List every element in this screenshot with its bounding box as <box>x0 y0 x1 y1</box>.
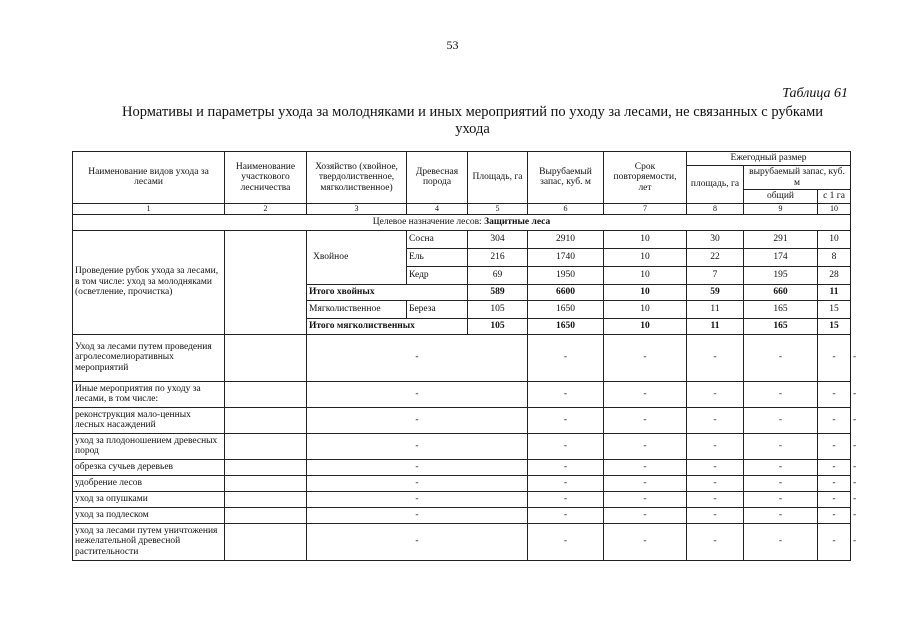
value-cell: 1740 <box>528 248 604 266</box>
value-cell: 11 <box>687 300 744 318</box>
economy-softwood: Мягколиственное <box>307 300 407 318</box>
dash-cell: - <box>744 334 818 381</box>
header-annual-area: площадь, га <box>687 166 744 204</box>
dash-cell: - <box>744 381 818 407</box>
forestry-empty-cell <box>225 230 307 334</box>
column-number: 2 <box>225 203 307 214</box>
value-cell: 10 <box>604 248 687 266</box>
title-line-1: Нормативы и параметры ухода за молодняками и иных мероприятий по уходу за лесами, не связанных с рубками <box>121 104 824 120</box>
total-value: 11 <box>687 318 744 334</box>
forestry-empty-cell <box>225 523 307 560</box>
total-value: 59 <box>687 284 744 300</box>
forestry-empty-cell <box>225 381 307 407</box>
purpose-prefix: Целевое назначение лесов: <box>372 216 485 227</box>
total-value: 165 <box>744 318 818 334</box>
header-annual-volume: вырубаемый запас, куб. м <box>744 166 851 190</box>
dash-cell: - <box>818 459 851 475</box>
value-cell: 165 <box>744 300 818 318</box>
dash-cell: - <box>818 475 851 491</box>
column-number-row <box>73 203 851 214</box>
species-cell: Сосна <box>407 230 468 248</box>
dash-cell: - <box>818 334 851 381</box>
dash-cell: - <box>307 381 528 407</box>
value-cell: 304 <box>468 230 528 248</box>
dash-cell: - <box>528 334 604 381</box>
column-number: 5 <box>468 203 528 214</box>
activity-label: реконструкция мало-ценных лесных насаждений <box>73 407 225 433</box>
dash-cell: - <box>687 433 744 459</box>
dash-cell: - <box>818 381 851 407</box>
dash-cell: - <box>818 491 851 507</box>
dash-cell: - <box>687 381 744 407</box>
dash-cell: - <box>604 491 687 507</box>
dash-cell: - <box>687 407 744 433</box>
dash-cell: - <box>604 459 687 475</box>
dash-cell: - <box>744 491 818 507</box>
dash-cell: - <box>528 459 604 475</box>
activity-row: Уход за лесами путем проведения агролесомелиоративных мероприятий - - - - - - - <box>73 334 851 381</box>
total-value: 6600 <box>528 284 604 300</box>
header-per-ha: с 1 га <box>818 190 851 204</box>
economy-conifer: Хвойное <box>307 230 407 284</box>
table-title <box>60 104 885 138</box>
header-volume: Вырубаемый запас, куб. м <box>528 152 604 204</box>
dash-cell: - <box>687 475 744 491</box>
value-cell: 1650 <box>528 300 604 318</box>
value-cell: 8 <box>818 248 851 266</box>
value-cell: 174 <box>744 248 818 266</box>
dash-cell: - <box>604 523 687 560</box>
total-label: Итого хвойных <box>307 284 468 300</box>
header-economy: Хозяйство (хвойное, твердолиственное, мягколиственное) <box>307 152 407 204</box>
dash-cell: - <box>818 433 851 459</box>
header-care-type: Наименование видов ухода за лесами <box>73 152 225 204</box>
dash-cell: - <box>687 334 744 381</box>
purpose-row <box>73 214 851 230</box>
total-label: Итого мягколиственных <box>307 318 468 334</box>
dash-cell: - <box>687 523 744 560</box>
total-value: 15 <box>818 318 851 334</box>
header-row-1 <box>73 152 851 166</box>
value-cell: 195 <box>744 266 818 284</box>
column-number: 7 <box>604 203 687 214</box>
norms-table <box>72 151 857 561</box>
activity-row: реконструкция мало-ценных лесных насаждений - - - - - - - <box>73 407 851 433</box>
activity-label: уход за опушками <box>73 491 225 507</box>
dash-cell: - <box>687 459 744 475</box>
activity-label: Иные мероприятия по уходу за лесами, в том числе: <box>73 381 225 407</box>
header-forestry: Наименование участкового лесничества <box>225 152 307 204</box>
dash-cell: - <box>307 507 528 523</box>
dash-cell: - <box>818 523 851 560</box>
header-area: Площадь, га <box>468 152 528 204</box>
dash-cell: - <box>604 407 687 433</box>
column-number: 1 <box>73 203 225 214</box>
column-number: 4 <box>407 203 468 214</box>
dash-cell: - <box>528 407 604 433</box>
header-annual: Ежегодный размер <box>687 152 851 166</box>
dash-cell: - <box>604 381 687 407</box>
dash-cell: - <box>307 491 528 507</box>
header-period: Срок повторяемости, лет <box>604 152 687 204</box>
activity-label: обрезка сучьев деревьев <box>73 459 225 475</box>
total-value: 10 <box>604 284 687 300</box>
dash-cell: - <box>744 407 818 433</box>
dash-cell: - <box>528 433 604 459</box>
dash-cell: - <box>818 507 851 523</box>
activity-label: Уход за лесами путем проведения агролесомелиоративных мероприятий <box>73 334 225 381</box>
total-value: 589 <box>468 284 528 300</box>
value-cell: 28 <box>818 266 851 284</box>
forestry-empty-cell <box>225 475 307 491</box>
column-number: 6 <box>528 203 604 214</box>
value-cell: 10 <box>818 230 851 248</box>
dash-cell: - <box>744 507 818 523</box>
column-number: 9 <box>744 203 818 214</box>
page-number: 53 <box>446 38 459 52</box>
dash-cell: - <box>744 433 818 459</box>
activity-label: уход за плодоношением древесных пород <box>73 433 225 459</box>
column-number: 10 <box>818 203 851 214</box>
dash-cell: - <box>528 381 604 407</box>
activity-row: обрезка сучьев деревьев - - - - - - - <box>73 459 851 475</box>
header-species: Древесная порода <box>407 152 468 204</box>
activity-row: уход за опушками - - - - - - - <box>73 491 851 507</box>
dash-cell: - <box>687 491 744 507</box>
main-item-label: Проведение рубок ухода за лесами, в том числе: уход за молодняками (осветление, прочистка) <box>73 230 225 334</box>
forestry-empty-cell <box>225 507 307 523</box>
dash-cell: - <box>818 407 851 433</box>
dash-cell: - <box>528 507 604 523</box>
activity-row: уход за подлеском - - - - - - - <box>73 507 851 523</box>
value-cell: 105 <box>468 300 528 318</box>
dash-cell: - <box>307 407 528 433</box>
activity-row: удобрение лесов - - - - - - - <box>73 475 851 491</box>
value-cell: 216 <box>468 248 528 266</box>
dash-cell: - <box>604 334 687 381</box>
value-cell: 1950 <box>528 266 604 284</box>
value-cell: 15 <box>818 300 851 318</box>
table-label: Таблица 61 <box>782 86 848 101</box>
forestry-empty-cell <box>225 334 307 381</box>
activity-row: уход за плодоношением древесных пород - - - - - - - <box>73 433 851 459</box>
dash-cell: - <box>528 491 604 507</box>
data-row-conifer <box>73 230 851 248</box>
value-cell: 10 <box>604 300 687 318</box>
forestry-empty-cell <box>225 433 307 459</box>
activity-label: уход за лесами путем уничтожения нежелательной древесной растительности <box>73 523 225 560</box>
dash-cell: - <box>744 459 818 475</box>
species-cell: Береза <box>407 300 468 318</box>
species-cell: Кедр <box>407 266 468 284</box>
forestry-empty-cell <box>225 459 307 475</box>
forestry-empty-cell <box>225 407 307 433</box>
activity-label: уход за подлеском <box>73 507 225 523</box>
dash-cell: - <box>687 507 744 523</box>
header-total: общий <box>744 190 818 204</box>
total-value: 105 <box>468 318 528 334</box>
dash-cell: - <box>604 433 687 459</box>
dash-cell: - <box>307 523 528 560</box>
activity-row: уход за лесами путем уничтожения нежелательной древесной растительности - - - - - - - <box>73 523 851 560</box>
title-line-2: ухода <box>455 121 490 137</box>
value-cell: 2910 <box>528 230 604 248</box>
activity-row: Иные мероприятия по уходу за лесами, в том числе: - - - - - - - <box>73 381 851 407</box>
dash-cell: - <box>744 475 818 491</box>
dash-cell: - <box>744 523 818 560</box>
dash-cell: - <box>307 459 528 475</box>
value-cell: 22 <box>687 248 744 266</box>
value-cell: 7 <box>687 266 744 284</box>
dash-cell: - <box>307 475 528 491</box>
column-number: 8 <box>687 203 744 214</box>
dash-cell: - <box>307 334 528 381</box>
total-value: 11 <box>818 284 851 300</box>
dash-cell: - <box>307 433 528 459</box>
value-cell: 10 <box>604 266 687 284</box>
dash-cell: - <box>528 523 604 560</box>
value-cell: 30 <box>687 230 744 248</box>
value-cell: 69 <box>468 266 528 284</box>
column-number: 3 <box>307 203 407 214</box>
total-value: 10 <box>604 318 687 334</box>
species-cell: Ель <box>407 248 468 266</box>
dash-cell: - <box>604 507 687 523</box>
total-value: 660 <box>744 284 818 300</box>
purpose-value: Защитные леса <box>484 216 551 227</box>
dash-cell: - <box>528 475 604 491</box>
total-value: 1650 <box>528 318 604 334</box>
value-cell: 291 <box>744 230 818 248</box>
purpose-cell <box>73 214 851 230</box>
activity-label: удобрение лесов <box>73 475 225 491</box>
forestry-empty-cell <box>225 491 307 507</box>
value-cell: 10 <box>604 230 687 248</box>
dash-cell: - <box>604 475 687 491</box>
